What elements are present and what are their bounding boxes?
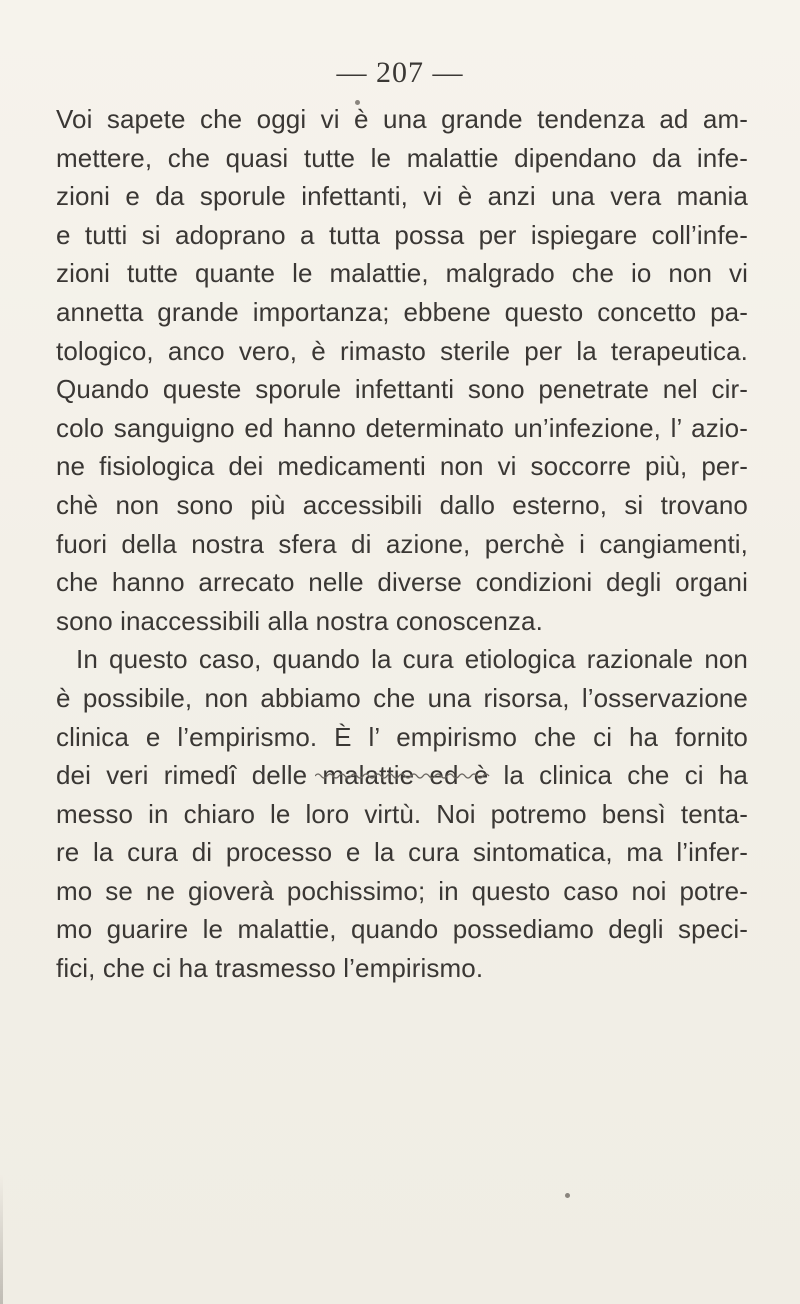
text-line: zioni tutte quante le malattie, malgrado che io non vi (56, 258, 748, 289)
text-line: mo se ne gioverà pochissimo; in questo caso noi potre- (56, 875, 748, 906)
text-line: è possibile, non abbiamo che una risorsa, l’osservazione (56, 682, 748, 713)
text-line: sono inaccessibili alla nostra conoscenza. (56, 605, 543, 636)
text-line: re la cura di processo e la cura sintomatica, ma l’infer- (56, 837, 748, 868)
text-line: chè non sono più accessibili dallo esterno, si trovano (56, 489, 748, 520)
paragraph-2 (56, 640, 748, 987)
text-line: zioni e da sporule infettanti, vi è anzi una vera mania (56, 181, 748, 212)
text-line: colo sanguigno ed hanno determinato un’infezione, l’ azio- (56, 412, 748, 443)
text-line: e tutti si adoprano a tutta possa per ispiegare coll’infe- (56, 219, 748, 250)
text-line: Quando queste sporule infettanti sono penetrate nel cir- (56, 374, 748, 405)
body-text (56, 100, 748, 988)
text-line: fuori della nostra sfera di azione, perchè i cangiamenti, (56, 528, 748, 559)
text-line: Voi sapete che oggi vi è una grande tendenza ad am- (56, 104, 748, 134)
text-line: mo guarire le malattie, quando possediamo degli speci- (56, 914, 748, 945)
text-line: dei veri rimedî delle malattie ed è la clinica che ci ha (56, 760, 748, 791)
text-line: annetta grande importanza; ebbene questo concetto pa- (56, 296, 748, 327)
text-line: clinica e l’empirismo. È l’ empirismo che ci ha fornito (56, 721, 748, 752)
text-line: In questo caso, quando la cura etiologica razionale non (76, 644, 748, 675)
page-edge-shadow (0, 1174, 3, 1304)
paragraph-1 (56, 100, 748, 640)
ink-speck (565, 1193, 570, 1198)
page-number: — 207 — (336, 56, 464, 89)
text-line: messo in chiaro le loro virtù. Noi potremo bensì tenta- (56, 798, 748, 829)
text-line: mettere, che quasi tutte le malattie dipendano da infe- (56, 142, 748, 173)
text-line: ne fisiologica dei medicamenti non vi soccorre più, per- (56, 451, 748, 482)
text-line: che hanno arrecato nelle diverse condizioni degli organi (56, 567, 748, 598)
decorative-wavy-rule (315, 771, 490, 781)
text-line: fici, che ci ha trasmesso l’empirismo. (56, 953, 484, 984)
text-line: tologico, anco vero, è rimasto sterile per la terapeutica. (56, 335, 748, 366)
